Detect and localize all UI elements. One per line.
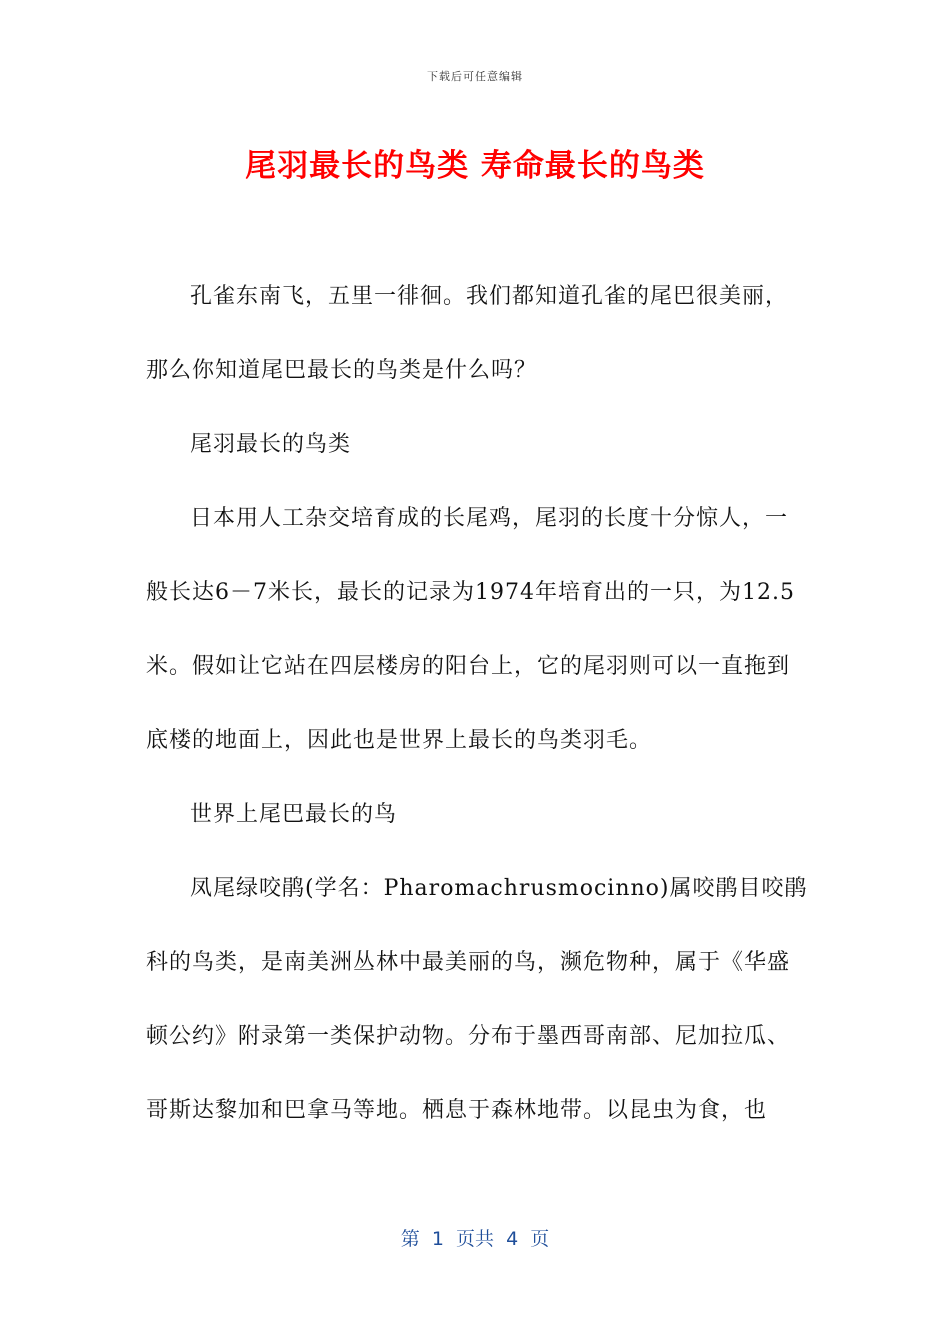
paragraph-long-tailed-chicken: 日本用人工杂交培育成的长尾鸡，尾羽的长度十分惊人，一般长达6－7米长，最长的记录为1974年培育出的一只，为12.5米。假如让它站在四层楼房的阳台上，它的尾羽则可以一直拖到底楼的地面上，因此也是世界上最长的鸟类羽毛。: [146, 506, 795, 753]
document-title: 尾羽最长的鸟类 寿命最长的鸟类: [245, 148, 705, 184]
document-body: [146, 260, 810, 1148]
section-heading-longest-tail-bird: 世界上尾巴最长的鸟: [190, 802, 398, 827]
section-heading-longest-tail-feathers: 尾羽最长的鸟类: [190, 432, 352, 457]
page-number-footer: 第 1 页共 4 页: [400, 1228, 550, 1250]
header-note: 下载后可任意编辑: [427, 70, 523, 83]
paragraph-intro: 孔雀东南飞，五里一徘徊。我们都知道孔雀的尾巴很美丽，那么你知道尾巴最长的鸟类是什么吗？: [146, 284, 789, 383]
paragraph-resplendent-quetzal: 凤尾绿咬鹃(学名：Pharomachrusmocinno)属咬鹃目咬鹃科的鸟类，是南美洲丛林中最美丽的鸟，濒危物种，属于《华盛顿公约》附录第一类保护动物。分布于墨西哥南部、尼加拉瓜、哥斯达黎加和巴拿马等地。栖息于森林地带。以昆虫为食，也: [146, 876, 808, 1123]
